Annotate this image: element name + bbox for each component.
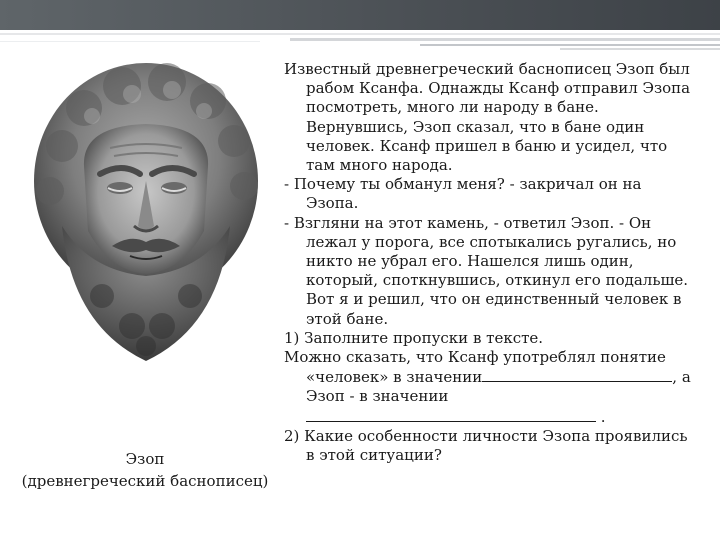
story-paragraph-3: - Взгляни на этот камень, - ответил Эзоп. - Он лежал у порога, все спотыкались ругались, но никто не убрал его. Нашелся лишь один, который, споткнувшись, откинул его подальше. Вот я и решил, что он единственный человек в этой бане.: [284, 213, 689, 328]
task-2-text: 2) Какие особенности личности Эзопа проявились в этой ситуации?: [284, 426, 688, 465]
story-paragraph-2: - Почему ты обманул меня? - закричал он на Эзопа.: [284, 175, 642, 213]
decorative-line: [0, 33, 720, 35]
blank-line-1: [482, 367, 672, 382]
story-text: [284, 60, 694, 465]
task-1-text-a: Можно сказать, что Ксанф употреблял понятие «человек» в значении: [284, 348, 666, 387]
caption-description: (древнегреческий баснописец): [21, 472, 269, 490]
top-banner: [0, 0, 720, 30]
decorative-line: [420, 44, 720, 46]
task-1-heading: 1) Заполните пропуски в тексте.: [284, 328, 544, 347]
top-banner-gradient: [0, 0, 720, 30]
caption-name: Эзоп: [125, 450, 165, 468]
decorative-line: [290, 38, 720, 41]
task-1-text: [284, 348, 694, 427]
decorative-line: [0, 41, 260, 42]
blank-line-2: [306, 407, 596, 422]
task-1-text-c: .: [600, 407, 606, 426]
decorative-line: [560, 48, 720, 50]
story-paragraph-1: Известный древнегреческий баснописец Эзоп был рабом Ксанфа. Однажды Ксанф отправил Эзопа посмотреть, много ли народу в бане. Вернувшись, Эзоп сказал, что в бане один человек. Ксанф пришел в баню и усидел, что там много народа.: [284, 60, 691, 175]
task-1-text-b: , а Эзоп - в значении: [306, 368, 691, 406]
portrait-caption: [0, 448, 290, 492]
aesop-bust-image: [22, 56, 270, 376]
